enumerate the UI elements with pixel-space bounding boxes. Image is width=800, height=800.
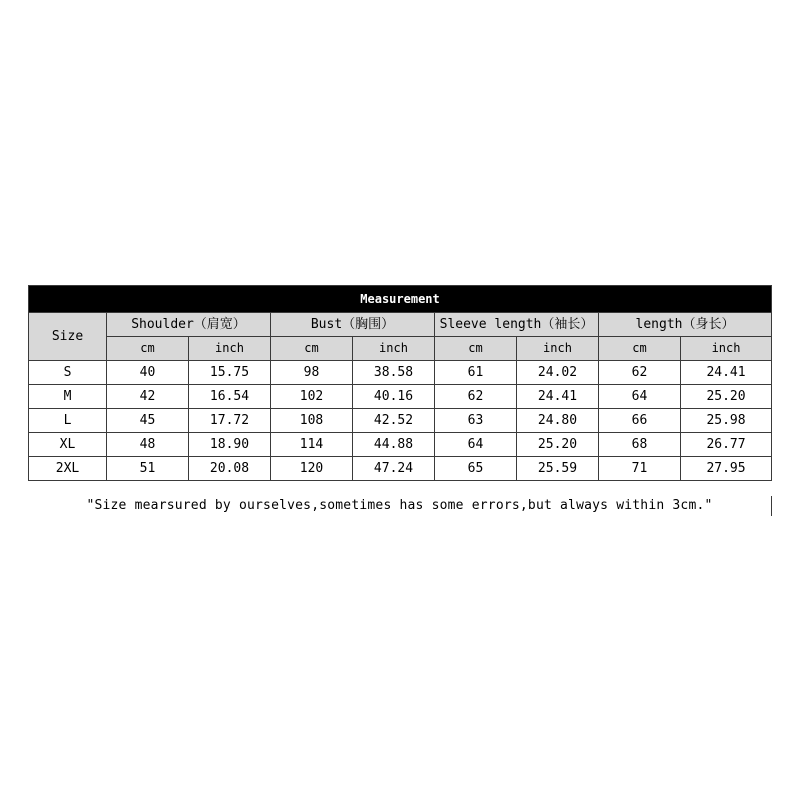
table-title: Measurement (29, 286, 772, 313)
measurement-cell: 15.75 (189, 361, 271, 385)
measurement-cell: 120 (271, 457, 353, 481)
table-row (29, 409, 772, 433)
measurement-cell: 17.72 (189, 409, 271, 433)
measurement-cell: 71 (599, 457, 681, 481)
size-label-cell: S (29, 361, 107, 385)
measurement-cell: 25.20 (517, 433, 599, 457)
measurement-cell: 62 (599, 361, 681, 385)
measurement-cell: 24.41 (517, 385, 599, 409)
measurement-cell: 51 (107, 457, 189, 481)
measurement-cell: 65 (435, 457, 517, 481)
group-header-shoulder: Shoulder（肩宽） (107, 313, 271, 337)
measurement-cell: 62 (435, 385, 517, 409)
measurement-cell: 24.80 (517, 409, 599, 433)
measurement-cell: 20.08 (189, 457, 271, 481)
table-row (29, 433, 772, 457)
measurement-cell: 66 (599, 409, 681, 433)
measurement-cell: 25.20 (681, 385, 772, 409)
measurement-cell: 18.90 (189, 433, 271, 457)
measurement-cell: 108 (271, 409, 353, 433)
group-header-bust: Bust（胸围） (271, 313, 435, 337)
unit-header: inch (681, 337, 772, 361)
unit-header: inch (353, 337, 435, 361)
measurement-cell: 24.02 (517, 361, 599, 385)
measurement-cell: 98 (271, 361, 353, 385)
unit-header: cm (435, 337, 517, 361)
measurement-cell: 102 (271, 385, 353, 409)
measurement-cell: 64 (599, 385, 681, 409)
measurement-cell: 25.98 (681, 409, 772, 433)
measurement-cell: 45 (107, 409, 189, 433)
measurement-cell: 63 (435, 409, 517, 433)
measurement-cell: 44.88 (353, 433, 435, 457)
size-label-cell: M (29, 385, 107, 409)
group-header-length: length（身长） (599, 313, 772, 337)
unit-header: inch (189, 337, 271, 361)
measurement-cell: 38.58 (353, 361, 435, 385)
unit-header: cm (599, 337, 681, 361)
table-body (29, 361, 772, 481)
measurement-cell: 42 (107, 385, 189, 409)
size-table (28, 285, 772, 481)
measurement-cell: 25.59 (517, 457, 599, 481)
measurement-cell: 42.52 (353, 409, 435, 433)
size-label-cell: XL (29, 433, 107, 457)
table-row (29, 385, 772, 409)
measurement-cell: 24.41 (681, 361, 772, 385)
unit-header: cm (271, 337, 353, 361)
measurement-cell: 47.24 (353, 457, 435, 481)
size-header: Size (29, 313, 107, 361)
measurement-cell: 27.95 (681, 457, 772, 481)
size-chart (28, 285, 771, 481)
measurement-cell: 16.54 (189, 385, 271, 409)
size-note: "Size mearsured by ourselves,sometimes has some errors,but always within 3cm." (28, 496, 772, 516)
measurement-cell: 40 (107, 361, 189, 385)
unit-header: inch (517, 337, 599, 361)
unit-header: cm (107, 337, 189, 361)
measurement-cell: 64 (435, 433, 517, 457)
measurement-cell: 26.77 (681, 433, 772, 457)
measurement-cell: 61 (435, 361, 517, 385)
measurement-cell: 114 (271, 433, 353, 457)
measurement-cell: 40.16 (353, 385, 435, 409)
measurement-cell: 48 (107, 433, 189, 457)
table-row (29, 457, 772, 481)
measurement-cell: 68 (599, 433, 681, 457)
size-label-cell: L (29, 409, 107, 433)
size-label-cell: 2XL (29, 457, 107, 481)
group-header-sleeve: Sleeve length（袖长） (435, 313, 599, 337)
table-row (29, 361, 772, 385)
